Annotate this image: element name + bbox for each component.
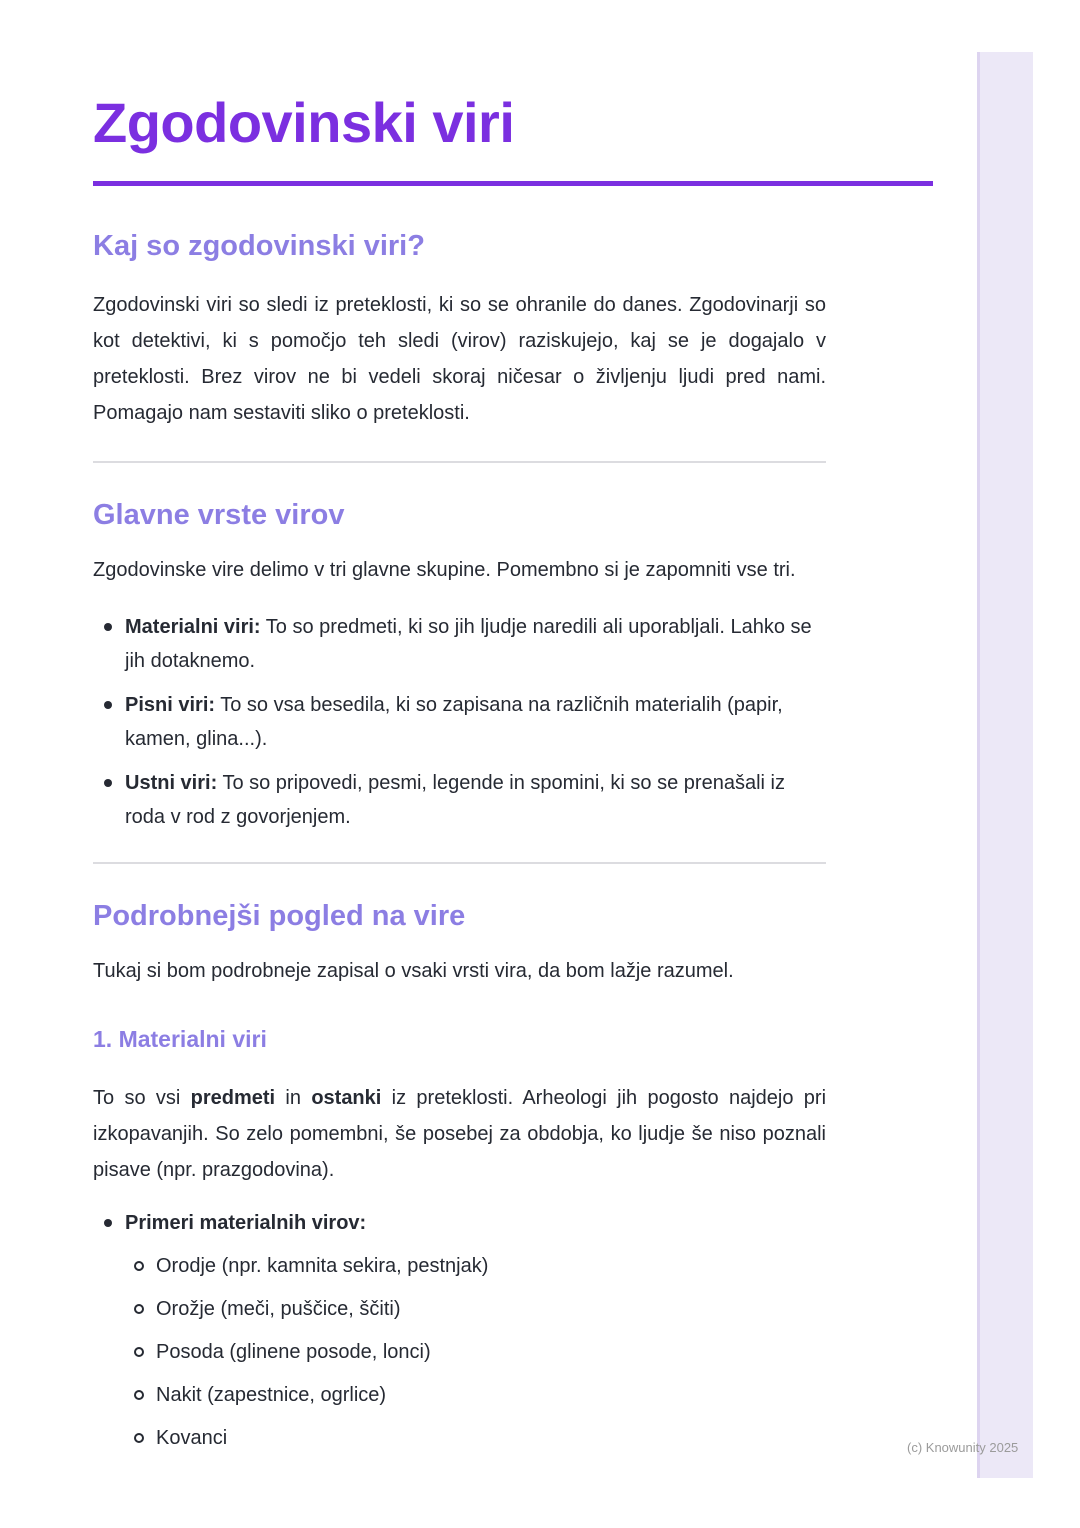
list-item-text: Nakit (zapestnice, ogrlice): [156, 1384, 387, 1406]
bullet-dot-icon: [104, 701, 112, 709]
bullet-dot-icon: [104, 623, 112, 631]
paragraph-what: Zgodovinski viri so sledi iz preteklosti, ki so se ohranile do danes. Zgodovinarji so kot detektivi, ki s pomočjo teh sledi (virov) raziskujejo, kaj se je dogajalo v preteklosti. Brez virov ne bi vedeli skoraj ničesar o življenju ljudi pred nami. Pomagajo nam sestaviti sliko o preteklosti.: [93, 294, 826, 424]
paragraph-segment-bold: ostanki: [311, 1087, 382, 1109]
list-item-materialni: [93, 610, 826, 678]
list-item-lead: Materialni viri:: [125, 616, 261, 638]
list-item-posoda: [93, 1336, 826, 1369]
section-heading-types: Glavne vrste virov: [93, 499, 345, 531]
list-item-examples-lead: [93, 1206, 826, 1240]
circle-bullet-icon: [134, 1347, 144, 1357]
list-item-lead: Pisni viri:: [125, 694, 216, 716]
examples-list: [93, 1206, 826, 1240]
examples-sub-list: [93, 1250, 826, 1455]
paragraph-segment: To so vsi: [93, 1087, 191, 1109]
list-item-kovanci: [93, 1422, 826, 1455]
paragraph-types-intro: Zgodovinske vire delimo v tri glavne skupine. Pomembno si je zapomniti vse tri.: [93, 559, 796, 581]
list-item-text: Kovanci: [156, 1427, 228, 1449]
circle-bullet-icon: [134, 1390, 144, 1400]
list-item-orozje: [93, 1293, 826, 1326]
section-heading-what: Kaj so zgodovinski viri?: [93, 230, 425, 262]
list-item-text: To so vsa besedila, ki so zapisana na različnih materialih (papir, kamen, glina...).: [125, 694, 783, 750]
list-item-nakit: [93, 1379, 826, 1412]
section-heading-detail: Podrobnejši pogled na vire: [93, 900, 466, 932]
list-item-orodje: [93, 1250, 826, 1283]
list-item-text: To so predmeti, ki so jih ljudje naredili ali uporabljali. Lahko se jih dotaknemo.: [125, 616, 812, 672]
list-item-ustni: [93, 766, 826, 834]
list-item-text: Orožje (meči, puščice, ščiti): [156, 1298, 401, 1320]
paragraph-segment-bold: predmeti: [190, 1087, 276, 1109]
copyright-note: (c) Knowunity 2025: [907, 1440, 1019, 1455]
document-page: [93, 0, 826, 1455]
list-item-text: To so pripovedi, pesmi, legende in spomini, ki so se prenašali iz roda v rod z govorjenjem.: [125, 772, 785, 828]
paragraph-segment: iz preteklosti. Arheologi jih pogosto najdejo pri izkopavanjih. So zelo pomembni, še posebej za obdobja, ko ljudje še niso poznali pisave (npr. prazgodovina).: [93, 1087, 827, 1181]
bullet-dot-icon: [104, 779, 112, 787]
circle-bullet-icon: [134, 1304, 144, 1314]
paragraph-detail-intro: Tukaj si bom podrobneje zapisal o vsaki vrsti vira, da bom lažje razumel.: [93, 960, 734, 982]
list-item-text: Posoda (glinene posode, lonci): [156, 1341, 431, 1363]
paragraph-segment: in: [275, 1087, 312, 1109]
title-underline: [93, 181, 933, 186]
list-item-pisni: [93, 688, 826, 756]
page-title: Zgodovinski viri: [93, 91, 515, 154]
list-item-lead: Primeri materialnih virov:: [125, 1212, 367, 1234]
source-types-list: [93, 610, 826, 834]
section-divider: [93, 461, 826, 463]
list-item-lead: Ustni viri:: [125, 772, 218, 794]
circle-bullet-icon: [134, 1261, 144, 1271]
section-divider: [93, 862, 826, 864]
list-item-text: Orodje (npr. kamnita sekira, pestnjak): [156, 1255, 489, 1277]
bullet-dot-icon: [104, 1219, 112, 1227]
side-strip: [977, 52, 1033, 1478]
paragraph-materialni: [93, 1080, 826, 1188]
subsection-heading-materialni: 1. Materialni viri: [93, 1026, 267, 1052]
circle-bullet-icon: [134, 1433, 144, 1443]
